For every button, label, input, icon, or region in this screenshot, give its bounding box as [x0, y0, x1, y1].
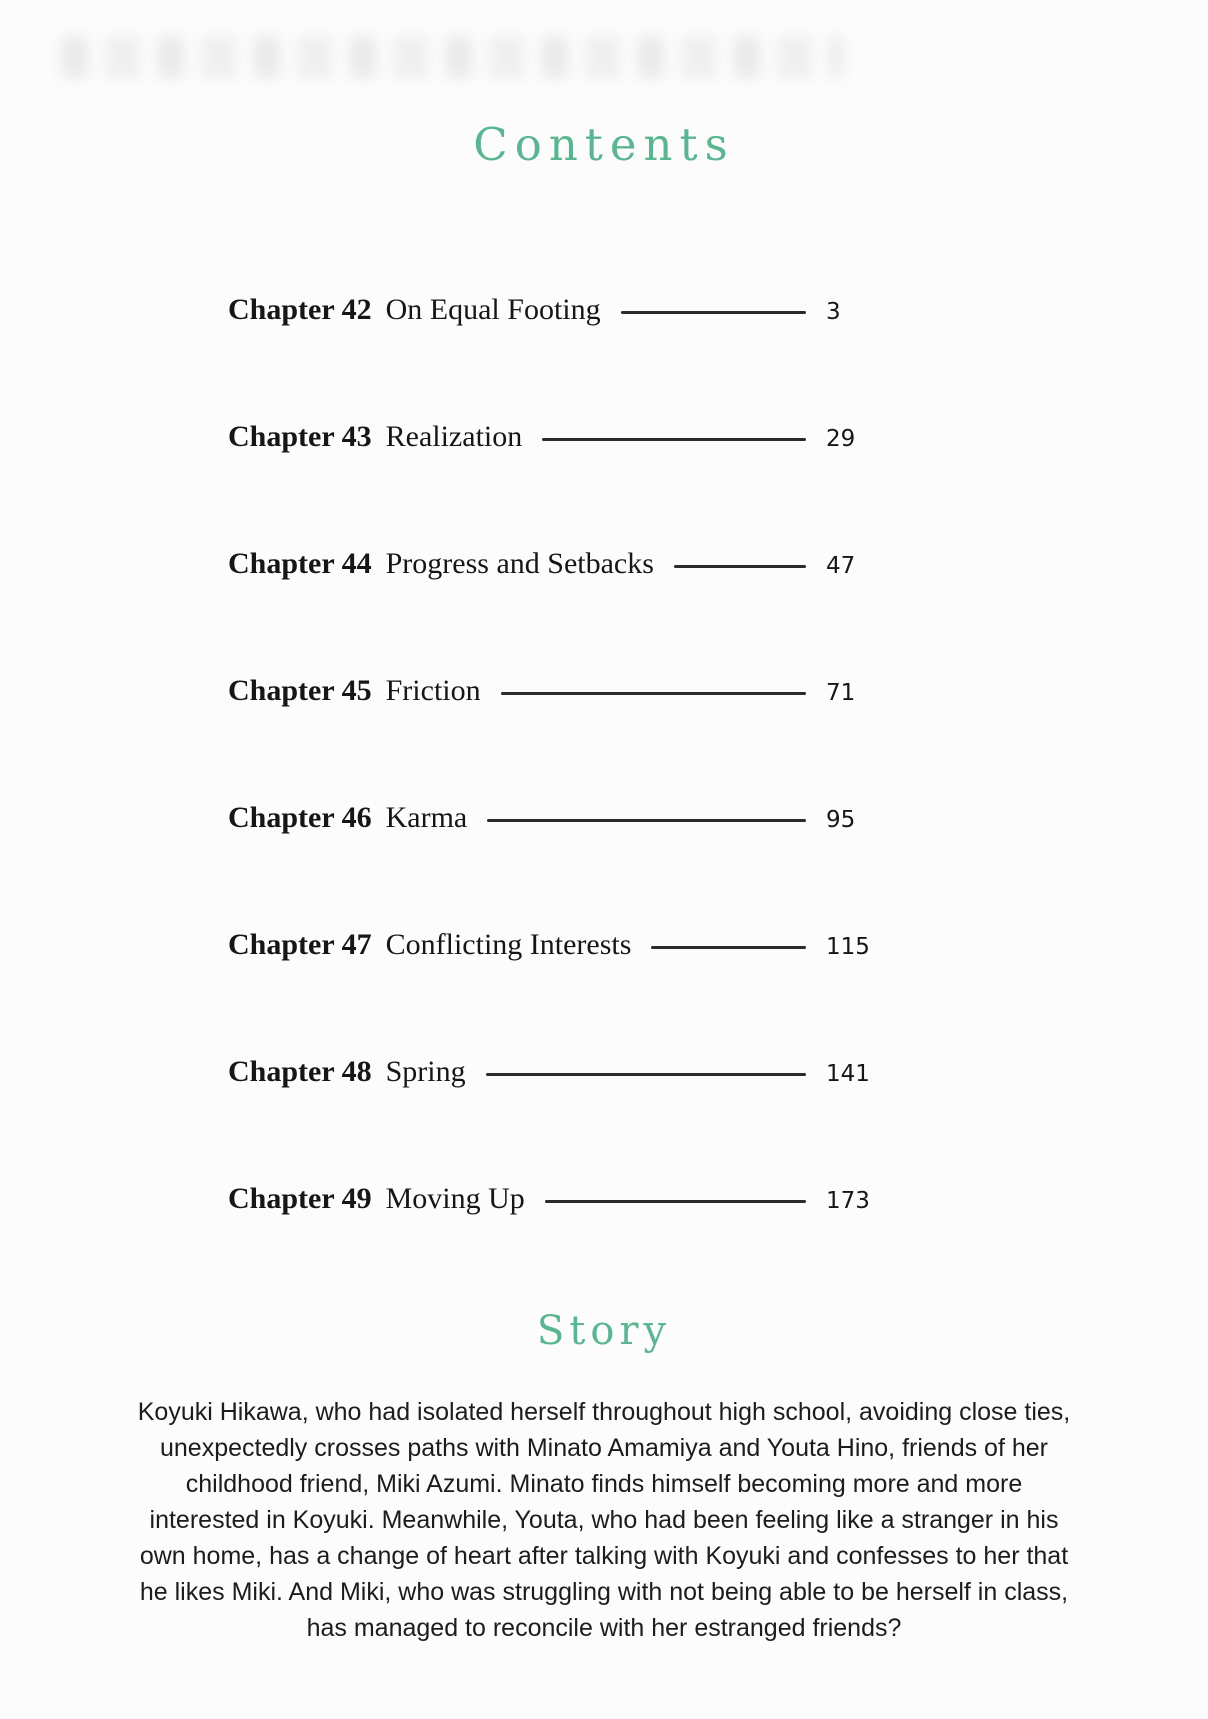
- chapter-label: Chapter 49: [228, 1181, 372, 1215]
- chapter-label: Chapter 42: [228, 292, 372, 326]
- toc-entry: [228, 754, 878, 881]
- chapter-title: Friction: [385, 673, 481, 707]
- leader-line: [486, 1073, 806, 1076]
- chapter-title: Realization: [385, 419, 523, 453]
- page-number: 173: [826, 1187, 870, 1214]
- chapter-title: Progress and Setbacks: [385, 546, 654, 580]
- toc-entry: [228, 246, 878, 373]
- toc-entry: [228, 1008, 878, 1135]
- page-number: 29: [826, 425, 856, 452]
- page-number: 115: [826, 933, 870, 960]
- story-synopsis: Koyuki Hikawa, who had isolated herself throughout high school, avoiding close ties, unexpectedly crosses paths with Minato Amamiya and Youta Hino, friends of her childhood friend, Miki Azumi. Minato finds himself becoming more and more interested in Koyuki. Meanwhile, Youta, who had been feeling like a stranger in his own home, has a change of heart after talking with Koyuki and confesses to her that he likes Miki. And Miki, who was struggling with not being able to be herself in class, has managed to reconcile with her estranged friends?: [137, 1398, 1071, 1642]
- toc-entry: [228, 500, 878, 627]
- page-number: 141: [826, 1060, 870, 1087]
- chapter-label: Chapter 45: [228, 673, 372, 707]
- chapter-title: Conflicting Interests: [385, 927, 632, 961]
- chapter-label: Chapter 48: [228, 1054, 372, 1088]
- leader-line: [542, 438, 806, 441]
- chapter-title: Moving Up: [385, 1181, 525, 1215]
- chapter-label: Chapter 43: [228, 419, 372, 453]
- toc-entry: [228, 881, 878, 1008]
- chapter-title: On Equal Footing: [385, 292, 601, 326]
- chapter-title: Spring: [385, 1054, 466, 1088]
- toc-entry: [228, 1135, 878, 1262]
- page-number: 71: [826, 679, 856, 706]
- chapter-label: Chapter 47: [228, 927, 372, 961]
- faded-title-artifact: [62, 36, 842, 78]
- leader-line: [674, 565, 806, 568]
- leader-line: [545, 1200, 806, 1203]
- page-number: 47: [826, 552, 856, 579]
- chapter-title: Karma: [385, 800, 468, 834]
- page-number: 95: [826, 806, 856, 833]
- table-of-contents: [228, 246, 878, 1262]
- chapter-label: Chapter 46: [228, 800, 372, 834]
- leader-line: [651, 946, 806, 949]
- leader-line: [621, 311, 806, 314]
- contents-heading: Contents: [473, 118, 735, 171]
- chapter-label: Chapter 44: [228, 546, 372, 580]
- toc-entry: [228, 373, 878, 500]
- story-heading: Story: [536, 1308, 672, 1354]
- leader-line: [487, 819, 806, 822]
- toc-entry: [228, 627, 878, 754]
- page-number: 3: [826, 298, 841, 325]
- leader-line: [501, 692, 806, 695]
